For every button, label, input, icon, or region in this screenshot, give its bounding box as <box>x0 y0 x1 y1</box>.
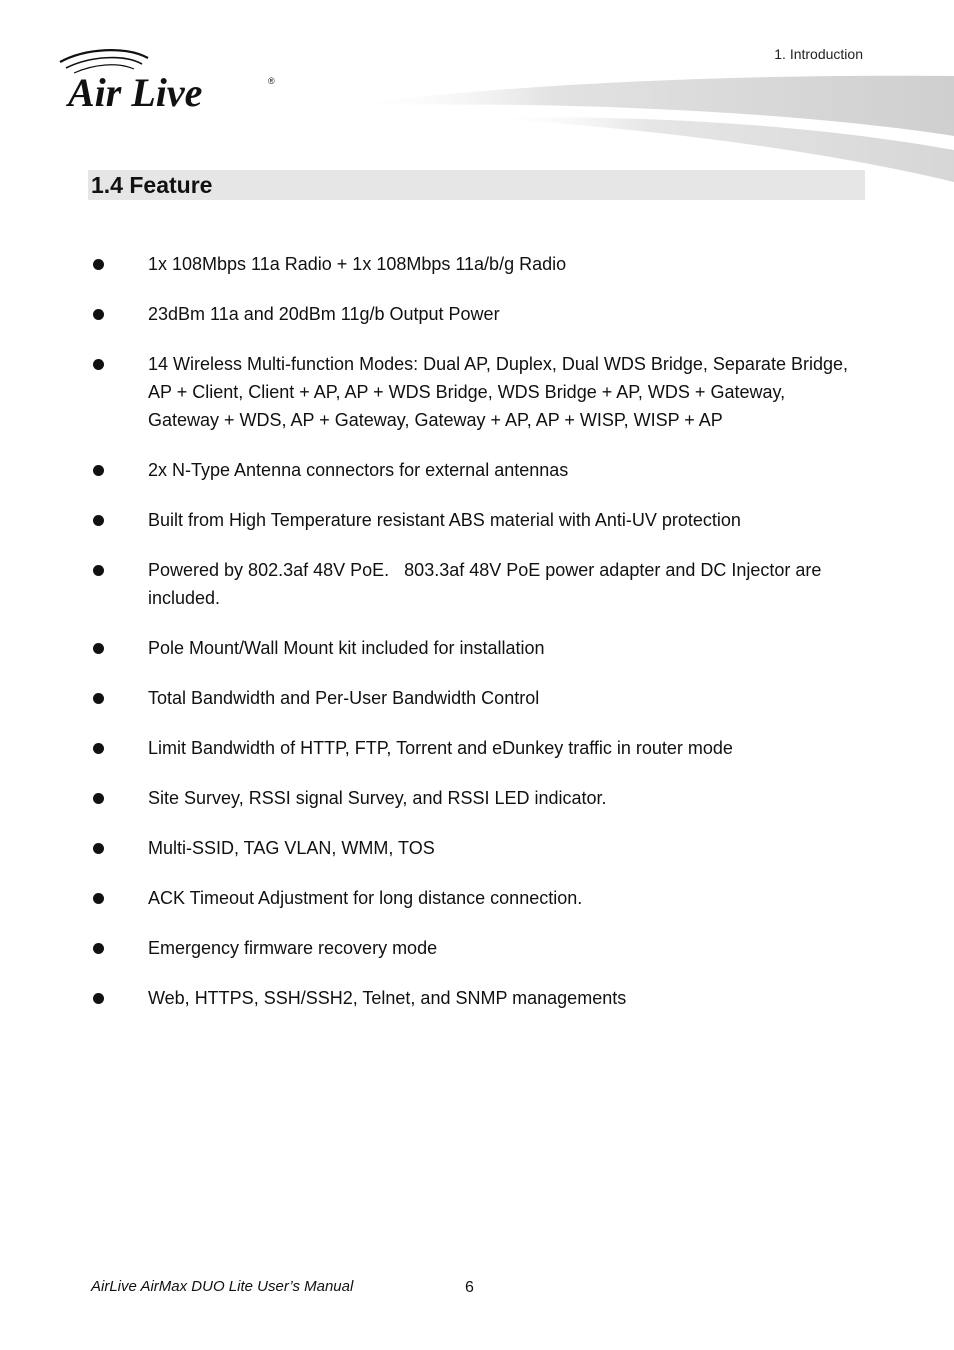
feature-text: 1x 108Mbps 11a Radio + 1x 108Mbps 11a/b/g Radio <box>148 254 567 274</box>
chapter-label: 1. Introduction <box>774 46 863 62</box>
bullet-icon <box>93 993 104 1004</box>
airlive-logo <box>56 48 286 112</box>
bullet-icon <box>93 693 104 704</box>
feature-text: Limit Bandwidth of HTTP, FTP, Torrent and eDunkey traffic in router mode <box>148 738 733 758</box>
feature-text: Powered by 802.3af 48V PoE. 803.3af 48V PoE power adapter and DC Injector are included. <box>148 560 822 608</box>
feature-text: 2x N-Type Antenna connectors for external antennas <box>148 460 569 480</box>
bullet-icon <box>93 515 104 526</box>
bullet-icon <box>93 359 104 370</box>
bullet-icon <box>93 893 104 904</box>
bullet-icon <box>93 943 104 954</box>
bullet-icon <box>93 843 104 854</box>
bullet-icon <box>93 309 104 320</box>
feature-text: Multi-SSID, TAG VLAN, WMM, TOS <box>148 838 435 858</box>
feature-text: Total Bandwidth and Per-User Bandwidth Control <box>148 688 540 708</box>
feature-text: 14 Wireless Multi-function Modes: Dual AP, Duplex, Dual WDS Bridge, Separate Bridge, AP + Client, Client + AP, AP + WDS Bridge, WDS Bridge + AP, WDS + Gateway, Gateway + WDS, AP + Gateway, Gateway + AP, AP + WISP, WISP + AP <box>148 354 848 430</box>
bullet-icon <box>93 565 104 576</box>
feature-text: Built from High Temperature resistant ABS material with Anti-UV protection <box>148 510 741 530</box>
page-number: 6 <box>465 1279 474 1296</box>
svg-text:Air Live: Air Live <box>68 70 203 112</box>
footer-manual-title: AirLive AirMax DUO Lite User’s Manual <box>91 1278 354 1295</box>
feature-text: ACK Timeout Adjustment for long distance connection. <box>148 888 583 908</box>
bullet-icon <box>93 643 104 654</box>
feature-text: Emergency firmware recovery mode <box>148 938 438 958</box>
feature-text: 23dBm 11a and 20dBm 11g/b Output Power <box>148 304 500 324</box>
section-title: 1.4 Feature <box>91 172 213 198</box>
feature-text: Web, HTTPS, SSH/SSH2, Telnet, and SNMP managements <box>148 988 627 1008</box>
bullet-icon <box>93 259 104 270</box>
section-title-bar <box>88 170 865 200</box>
svg-text:®: ® <box>268 76 275 86</box>
feature-text: Pole Mount/Wall Mount kit included for installation <box>148 638 545 658</box>
bullet-icon <box>93 465 104 476</box>
bullet-icon <box>93 793 104 804</box>
feature-text: Site Survey, RSSI signal Survey, and RSSI LED indicator. <box>148 788 607 808</box>
bullet-icon <box>93 743 104 754</box>
